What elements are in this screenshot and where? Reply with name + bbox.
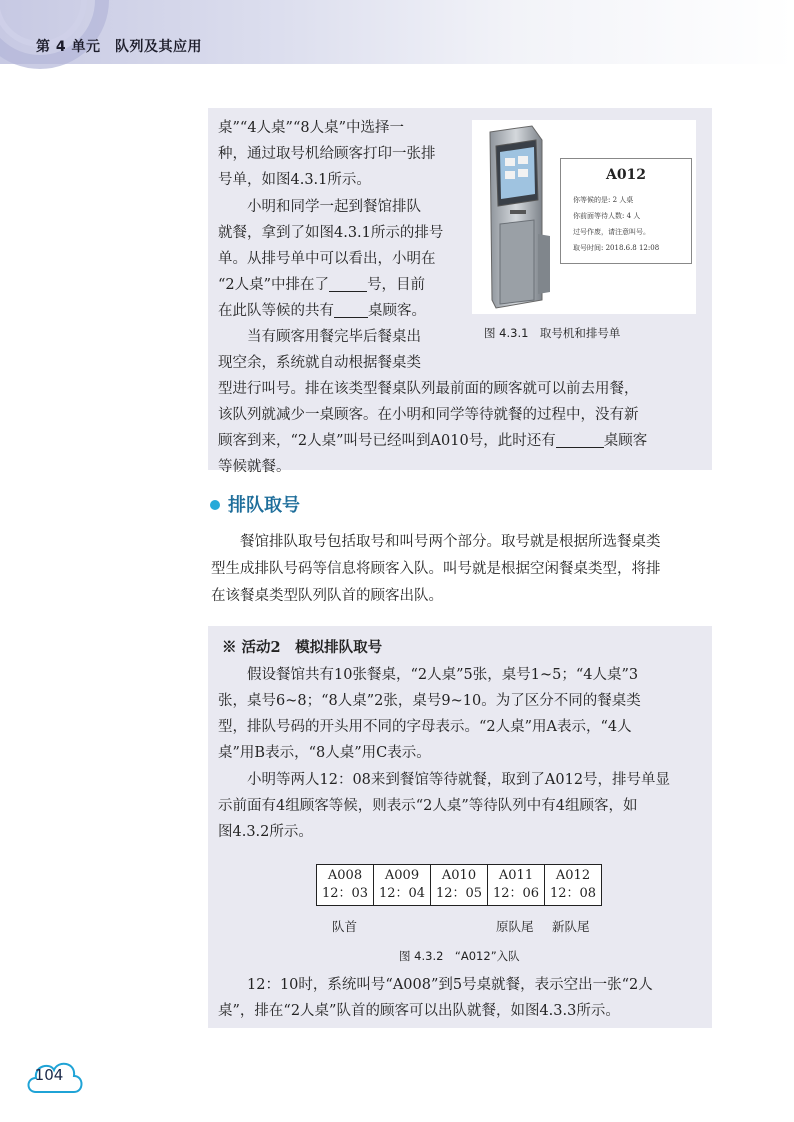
text-segment: 号，目前 xyxy=(367,277,426,293)
activity-line: 小明等两人12：08来到餐馆等待就餐，取到了A012号，排号单显 xyxy=(218,772,671,788)
fill-blank xyxy=(334,299,368,318)
text-line: 小明和同学一起到餐馆排队 xyxy=(218,199,421,215)
figure-caption: 图 4.3.1 取号机和排号单 xyxy=(484,326,621,340)
activity-line: 图4.3.2所示。 xyxy=(218,824,313,840)
text-line: 号单，如图4.3.1所示。 xyxy=(218,172,371,188)
activity-line: 示前面有4组顾客等候，则表示“2人桌”等待队列中有4组顾客，如 xyxy=(218,798,638,814)
section-title: 排队取号 xyxy=(228,495,300,516)
activity-title: ※ 活动2 模拟排队取号 xyxy=(222,639,383,656)
queue-table xyxy=(316,864,602,906)
text-line: 型进行叫号。排在该类型餐桌队列最前面的顾客就可以前去用餐， xyxy=(218,381,639,397)
text-segment: “2人桌”中排在了 xyxy=(218,277,330,293)
text-line-with-blank xyxy=(218,298,426,325)
text-line-with-blank xyxy=(218,428,647,455)
text-line: 种，通过取号机给顾客打印一张排 xyxy=(218,146,436,162)
body-line: 型生成排队号码等信息将顾客入队。叫号就是根据空闲餐桌类型，将排 xyxy=(211,561,661,577)
activity-line: 桌”用B表示，“8人桌”用C表示。 xyxy=(218,745,431,761)
text-line: 单。从排号单中可以看出，小明在 xyxy=(218,251,436,267)
queue-head-label: 队首 xyxy=(332,919,358,934)
queue-cell: A011 12：06 xyxy=(488,865,545,906)
text-line: 就餐，拿到了如图4.3.1所示的排号 xyxy=(218,225,444,241)
queue-row xyxy=(317,865,602,906)
body-line: 在该餐桌类型队列队首的顾客出队。 xyxy=(211,588,443,604)
text-segment: 顾客到来，“2人桌”叫号已经叫到A010号，此时还有 xyxy=(218,433,556,449)
decorative-ring-icon xyxy=(0,0,130,70)
queue-cell: A009 12：04 xyxy=(374,865,431,906)
text-segment: 在此队等候的共有 xyxy=(218,303,334,319)
bullet-dot-icon xyxy=(210,500,220,510)
queue-cell: A010 12：05 xyxy=(431,865,488,906)
queue-ticket xyxy=(560,158,692,264)
figure-caption: 图 4.3.2 “A012”入队 xyxy=(399,949,520,963)
activity-line: 型，排队号码的开头用不同的字母表示。“2人桌”用A表示，“4人 xyxy=(218,719,632,735)
text-line: 该队列就减少一桌顾客。在小明和同学等待就餐的过程中，没有新 xyxy=(218,407,639,423)
ticket-number: A012 xyxy=(605,167,647,183)
queue-new-tail-label: 新队尾 xyxy=(552,919,590,934)
text-line: 桌”“4人桌”“8人桌”中选择一 xyxy=(218,120,405,136)
figure-ticket-machine xyxy=(472,120,696,314)
ticket-line: 取号时间: 2018.6.8 12:08 xyxy=(573,244,660,252)
text-segment: 桌顾客。 xyxy=(368,303,426,319)
fill-blank xyxy=(329,273,367,292)
text-line: 当有顾客用餐完毕后餐桌出 xyxy=(218,329,421,345)
text-line-with-blank xyxy=(218,272,425,299)
queue-old-tail-label: 原队尾 xyxy=(496,919,534,934)
ticket-line: 过号作废，请注意叫号。 xyxy=(573,228,650,236)
activity-line: 桌”，排在“2人桌”队首的顾客可以出队就餐，如图4.3.3所示。 xyxy=(218,1003,620,1019)
ticket-line: 你前面等待人数: 4 人 xyxy=(573,212,641,220)
page-number: 104 xyxy=(34,1066,64,1084)
fill-blank xyxy=(556,429,604,448)
queue-cell: A012 12：08 xyxy=(545,865,602,906)
ticket-line: 你等候的是: 2 人桌 xyxy=(573,196,634,204)
page-header xyxy=(0,0,794,64)
unit-title: 第 4 单元 队列及其应用 xyxy=(36,39,202,55)
body-line: 餐馆排队取号包括取号和叫号两个部分。取号就是根据所选餐桌类 xyxy=(211,534,661,550)
queue-cell: A008 12：03 xyxy=(317,865,374,906)
kiosk-machine-icon xyxy=(476,124,560,310)
activity-line: 假设餐馆共有10张餐桌，“2人桌”5张，桌号1~5；“4人桌”3 xyxy=(218,667,639,683)
activity-line: 张，桌号6~8；“8人桌”2张，桌号9~10。为了区分不同的餐桌类 xyxy=(218,693,641,709)
text-segment: 桌顾客 xyxy=(603,433,648,449)
activity-line: 12：10时，系统叫号“A008”到5号桌就餐，表示空出一张“2人 xyxy=(218,977,653,993)
text-line: 等候就餐。 xyxy=(218,459,291,475)
text-line: 现空余，系统就自动根据餐桌类 xyxy=(218,355,421,371)
